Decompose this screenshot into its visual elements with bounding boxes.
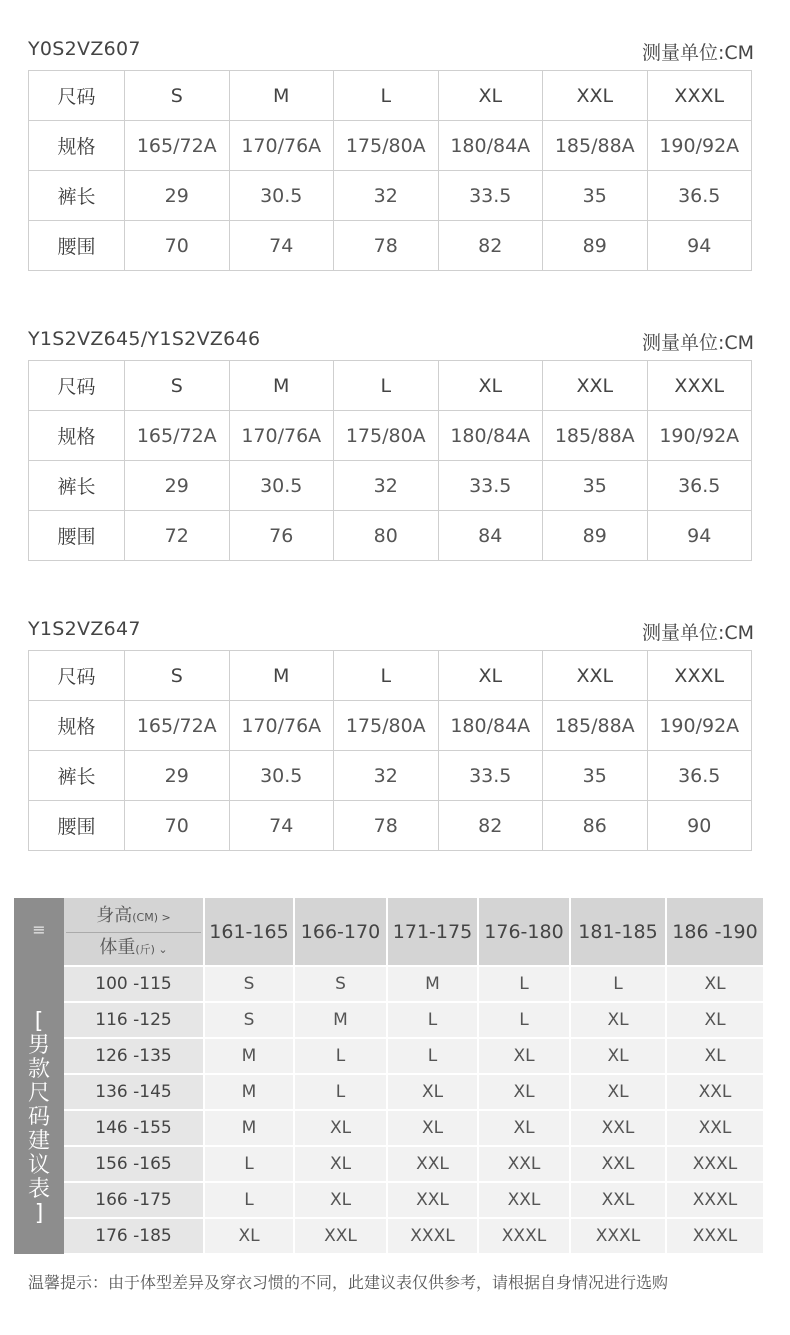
recommended-size-cell: XL [478,1110,570,1146]
size-table-row [29,801,752,851]
weight-label: 体重 [99,936,136,958]
row-header: 规格 [29,411,125,461]
size-cell: XXL [543,71,648,121]
size-cell: XXXL [647,71,752,121]
recommended-size-cell: XL [294,1146,387,1182]
size-cell: 29 [125,171,230,221]
recommended-size-cell: XL [570,1002,666,1038]
recommended-size-cell: XXL [294,1218,387,1254]
recommended-size-cell: M [204,1038,294,1074]
height-range-header: 181-185 [570,898,666,966]
size-table-row [29,701,752,751]
recommended-size-cell: XXL [478,1146,570,1182]
recommendation-grid [64,898,764,1254]
size-cell: 78 [334,801,439,851]
weight-range-cell: 136 -145 [64,1074,204,1110]
row-header: 裤长 [29,751,125,801]
row-header: 腰围 [29,511,125,561]
recommended-size-cell: XXXL [387,1218,478,1254]
size-table-row [29,121,752,171]
vertical-title-char: 议 [27,1153,50,1178]
size-cell: 175/80A [334,701,439,751]
vertical-title-char: ] [34,1201,44,1226]
recommended-size-cell: XXL [570,1182,666,1218]
recommended-size-cell: S [294,966,387,1002]
size-cell: XXL [543,651,648,701]
recommended-size-cell: L [387,1002,478,1038]
size-cell: 33.5 [438,461,543,511]
recommended-size-cell: XL [387,1110,478,1146]
recommended-size-cell: S [204,1002,294,1038]
vertical-title-char: 款 [27,1057,50,1082]
size-cell: 36.5 [647,751,752,801]
recommended-size-cell: L [204,1146,294,1182]
recommended-size-cell: M [204,1110,294,1146]
recommended-size-cell: L [294,1038,387,1074]
size-table [28,360,752,561]
size-cell: 175/80A [334,121,439,171]
size-table-row [29,171,752,221]
size-cell: 180/84A [438,121,543,171]
unit-label: 测量单位:CM [641,622,754,644]
size-cell: XXXL [647,651,752,701]
section-header [28,328,752,360]
size-cell: 170/76A [229,121,334,171]
recommended-size-cell: XXXL [570,1218,666,1254]
row-header: 尺码 [29,71,125,121]
vertical-title-char: [ [34,1009,44,1034]
row-header: 规格 [29,121,125,171]
height-range-header: 186 -190 [666,898,764,966]
size-cell: 82 [438,801,543,851]
weight-unit: (斤) ⌄ [135,942,168,956]
recommended-size-cell: L [478,966,570,1002]
size-cell: 80 [334,511,439,561]
size-table [28,650,752,851]
size-cell: 185/88A [543,411,648,461]
size-cell: M [229,651,334,701]
recommended-size-cell: XL [387,1074,478,1110]
row-header: 尺码 [29,361,125,411]
size-recommendation-chart [14,898,764,1254]
size-cell: 190/92A [647,121,752,171]
recommended-size-cell: XL [666,1038,764,1074]
size-table-row [29,221,752,271]
weight-range-cell: 156 -165 [64,1146,204,1182]
weight-range-cell: 100 -115 [64,966,204,1002]
size-cell: 30.5 [229,461,334,511]
size-cell: L [334,71,439,121]
weight-range-cell: 166 -175 [64,1182,204,1218]
height-axis-label [66,899,201,933]
size-cell: 84 [438,511,543,561]
size-cell: 185/88A [543,701,648,751]
size-cell: 180/84A [438,701,543,751]
height-range-header: 171-175 [387,898,478,966]
size-cell: 33.5 [438,751,543,801]
recommended-size-cell: XXL [478,1182,570,1218]
recommended-size-cell: XXL [570,1110,666,1146]
size-table-row [29,461,752,511]
vertical-title [14,1010,64,1226]
recommended-size-cell: XXXL [666,1146,764,1182]
size-cell: 35 [543,171,648,221]
size-cell: 36.5 [647,171,752,221]
size-cell: 33.5 [438,171,543,221]
recommended-size-cell: L [478,1002,570,1038]
recommended-size-cell: M [204,1074,294,1110]
size-cell: 180/84A [438,411,543,461]
recommended-size-cell: XL [570,1074,666,1110]
size-cell: 170/76A [229,411,334,461]
size-cell: 190/92A [647,701,752,751]
weight-row [64,1182,764,1218]
size-cell: L [334,361,439,411]
size-cell: XL [438,71,543,121]
size-cell: M [229,361,334,411]
size-cell: 89 [543,221,648,271]
recommended-size-cell: XL [478,1074,570,1110]
size-cell: 36.5 [647,461,752,511]
size-cell: M [229,71,334,121]
recommended-size-cell: XXL [387,1146,478,1182]
recommended-size-cell: XL [294,1110,387,1146]
recommendation-table [64,898,765,1255]
size-cell: 35 [543,461,648,511]
size-table-row [29,751,752,801]
row-header: 规格 [29,701,125,751]
vertical-title-char: 表 [27,1177,50,1202]
weight-row [64,1002,764,1038]
size-cell: 94 [647,511,752,561]
size-cell: 170/76A [229,701,334,751]
weight-row [64,1218,764,1254]
size-cell: 94 [647,221,752,271]
size-cell: 74 [229,801,334,851]
size-cell: 30.5 [229,751,334,801]
size-table-row [29,361,752,411]
recommended-size-cell: M [294,1002,387,1038]
recommended-size-cell: XL [666,1002,764,1038]
size-cell: 70 [125,801,230,851]
size-cell: 78 [334,221,439,271]
row-header: 腰围 [29,801,125,851]
vertical-title-char: 建 [27,1129,50,1154]
size-cell: 175/80A [334,411,439,461]
size-cell: 89 [543,511,648,561]
size-section-3 [28,618,752,851]
tip-text: 温馨提示：由于体型差异及穿衣习惯的不同，此建议表仅供参考，请根据自身情况进行选购 [28,1273,669,1292]
size-cell: 74 [229,221,334,271]
size-table-row [29,651,752,701]
recommended-size-cell: XL [478,1038,570,1074]
size-cell: 30.5 [229,171,334,221]
size-cell: XXXL [647,361,752,411]
recommended-size-cell: XXL [387,1182,478,1218]
height-label: 身高 [96,904,133,926]
weight-row [64,1038,764,1074]
size-cell: 32 [334,171,439,221]
size-section-1 [28,38,752,271]
size-cell: 165/72A [125,701,230,751]
size-cell: S [125,651,230,701]
model-number: Y0S2VZ607 [28,38,141,60]
size-cell: S [125,361,230,411]
recommendation-sidebar [14,898,64,1254]
weight-range-cell: 116 -125 [64,1002,204,1038]
size-cell: XXL [543,361,648,411]
size-table-row [29,71,752,121]
recommended-size-cell: M [387,966,478,1002]
size-cell: 32 [334,461,439,511]
size-cell: S [125,71,230,121]
model-number: Y1S2VZ647 [28,618,141,640]
height-header-row [64,898,764,966]
recommended-size-cell: XXL [666,1110,764,1146]
size-cell: 29 [125,461,230,511]
vertical-title-char: 尺 [27,1081,50,1106]
size-table [28,70,752,271]
recommended-size-cell: S [204,966,294,1002]
unit-label: 测量单位:CM [641,332,754,354]
size-section-2 [28,328,752,561]
section-header [28,38,752,70]
weight-row [64,1074,764,1110]
recommended-size-cell: L [294,1074,387,1110]
height-range-header: 166-170 [294,898,387,966]
size-cell: 76 [229,511,334,561]
vertical-title-char: 男 [27,1033,50,1058]
size-cell: 190/92A [647,411,752,461]
size-cell: 82 [438,221,543,271]
row-header: 尺码 [29,651,125,701]
recommended-size-cell: XXL [570,1146,666,1182]
size-cell: 90 [647,801,752,851]
size-cell: L [334,651,439,701]
weight-row [64,966,764,1002]
recommended-size-cell: XXXL [666,1218,764,1254]
size-table-row [29,511,752,561]
recommended-size-cell: L [570,966,666,1002]
recommended-size-cell: XXXL [478,1218,570,1254]
height-range-header: 161-165 [204,898,294,966]
size-cell: 29 [125,751,230,801]
size-cell: XL [438,361,543,411]
recommended-size-cell: L [387,1038,478,1074]
size-cell: 70 [125,221,230,271]
weight-axis-label [64,933,203,965]
size-cell: 165/72A [125,411,230,461]
recommended-size-cell: XL [666,966,764,1002]
weight-row [64,1146,764,1182]
row-header: 腰围 [29,221,125,271]
model-number: Y1S2VZ645/Y1S2VZ646 [28,328,261,350]
row-header: 裤长 [29,171,125,221]
recommended-size-cell: XXXL [666,1182,764,1218]
height-unit: (CM) > [132,910,171,924]
height-range-header: 176-180 [478,898,570,966]
recommended-size-cell: XXL [666,1074,764,1110]
size-table-row [29,411,752,461]
size-cell: 86 [543,801,648,851]
recommended-size-cell: XL [294,1182,387,1218]
size-cell: 165/72A [125,121,230,171]
corner-header-cell [64,898,204,966]
weight-range-cell: 146 -155 [64,1110,204,1146]
size-cell: 35 [543,751,648,801]
weight-range-cell: 176 -185 [64,1218,204,1254]
recommended-size-cell: XL [204,1218,294,1254]
size-cell: 185/88A [543,121,648,171]
size-cell: XL [438,651,543,701]
section-header [28,618,752,650]
size-cell: 72 [125,511,230,561]
menu-icon: ≡ [32,920,46,939]
weight-range-cell: 126 -135 [64,1038,204,1074]
weight-row [64,1110,764,1146]
row-header: 裤长 [29,461,125,511]
unit-label: 测量单位:CM [641,42,754,64]
recommended-size-cell: L [204,1182,294,1218]
vertical-title-char: 码 [27,1105,50,1130]
recommended-size-cell: XL [570,1038,666,1074]
size-cell: 32 [334,751,439,801]
